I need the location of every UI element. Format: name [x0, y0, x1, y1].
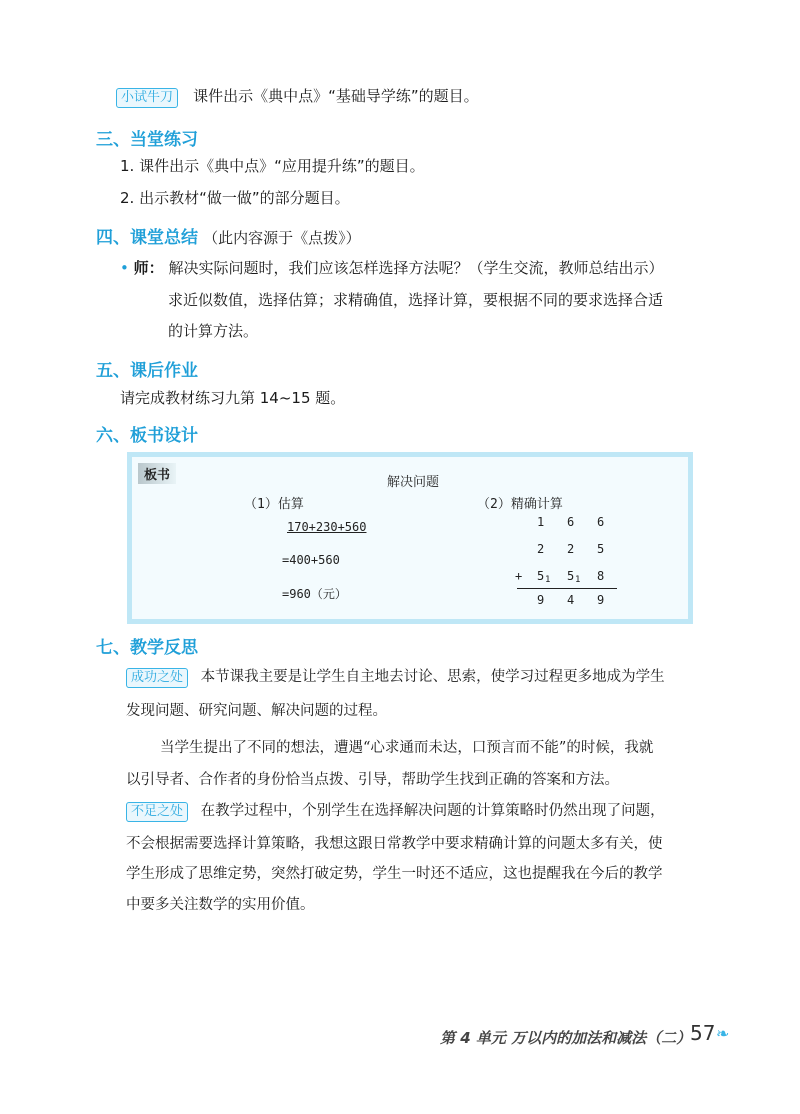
estimate-step: =400+560 [282, 553, 340, 567]
digit: 6 [567, 515, 575, 529]
heading-practice: 三、当堂练习 [96, 130, 198, 150]
practice-item-1: 1. 课件出示《典中点》“应用提升练”的题目。 [120, 157, 425, 175]
teacher-text-2: 求近似数值，选择估算；求精确值，选择计算，要根据不同的要求选择合适 [168, 291, 664, 309]
leaf-decoration-icon: ❧ [716, 1024, 730, 1043]
reflection-shortcoming-line-1 [126, 800, 665, 822]
teacher-text-1: 解决实际问题时，我们应该怎样选择方法呢？（学生交流，教师总结出示） [168, 259, 664, 277]
digit: 4 [567, 593, 575, 607]
digit: 9 [537, 593, 545, 607]
page-number: 57 [690, 1021, 716, 1045]
digit: 9 [597, 593, 605, 607]
practice-tag: 小试牛刀 [116, 88, 178, 108]
shortcoming-text-1: 在教学过程中，个别学生在选择解决问题的计算策略时仍然出现了问题， [200, 803, 665, 819]
shortcoming-text-2: 不会根据需要选择计算策略，我想这跟日常教学中要求精确计算的问题太多有关，使 [126, 836, 663, 852]
exact-title: （2）精确计算 [477, 497, 563, 512]
estimate-result: =960（元） [282, 587, 347, 601]
heading-homework: 五、课后作业 [96, 361, 198, 381]
digit: 8 [597, 569, 605, 583]
teacher-text-3: 的计算方法。 [168, 322, 259, 340]
heading-board: 六、板书设计 [96, 426, 198, 446]
teacher-speaker: 师： [133, 259, 164, 277]
heading-summary: 四、课堂总结 [96, 228, 198, 248]
shortcoming-text-4: 中要多关注数学的实用价值。 [126, 897, 315, 913]
plus-sign: + [515, 569, 523, 583]
practice-item-2: 2. 出示教材“做一做”的部分题目。 [120, 189, 350, 207]
digit: 6 [597, 515, 605, 529]
success-tag: 成功之处 [126, 668, 188, 688]
board-title: 解决问题 [387, 475, 440, 490]
bullet-icon: • [120, 259, 129, 277]
teacher-line-1 [120, 257, 663, 279]
success-text-3: 当学生提出了不同的想法，遭遇“心求通而未达，口预言而不能”的时候，我就 [160, 740, 654, 756]
homework-text: 请完成教材练习九第 14~15 题。 [120, 389, 346, 407]
practice-text: 课件出示《典中点》“基础导学练”的题目。 [193, 87, 479, 105]
digit: 5 [597, 542, 605, 556]
practice-tag-row [116, 85, 479, 108]
digit: 5 [537, 569, 545, 583]
shortcoming-text-3: 学生形成了思维定势，突然打破定势，学生一时还不适应，这也提醒我在今后的教学 [126, 866, 663, 882]
success-text-4: 以引导者、合作者的身份恰当点拨、引导，帮助学生找到正确的答案和方法。 [126, 772, 619, 788]
digit: 5 [567, 569, 575, 583]
success-text-2: 发现问题、研究问题、解决问题的过程。 [126, 703, 387, 719]
carry-mark: 1 [545, 575, 551, 585]
sum-line [517, 588, 617, 589]
estimate-title: （1）估算 [244, 497, 304, 512]
summary-source-note: （此内容源于《点拨》） [203, 229, 361, 247]
heading-reflection: 七、教学反思 [96, 638, 198, 658]
reflection-success-line-1 [126, 666, 665, 688]
carry-mark: 1 [575, 575, 581, 585]
success-text-1: 本节课我主要是让学生自主地去讨论、思索，使学习过程更多地成为学生 [200, 669, 665, 685]
summary-heading-row [96, 223, 361, 249]
board-label: 板书 [138, 463, 176, 484]
digit: 1 [537, 515, 545, 529]
shortcoming-tag: 不足之处 [126, 802, 188, 822]
digit: 2 [537, 542, 545, 556]
blackboard-design [127, 452, 693, 624]
estimate-expression: 170+230+560 [287, 520, 367, 534]
digit: 2 [567, 542, 575, 556]
footer-unit: 第 4 单元 万以内的加法和减法（二） [440, 1029, 692, 1047]
